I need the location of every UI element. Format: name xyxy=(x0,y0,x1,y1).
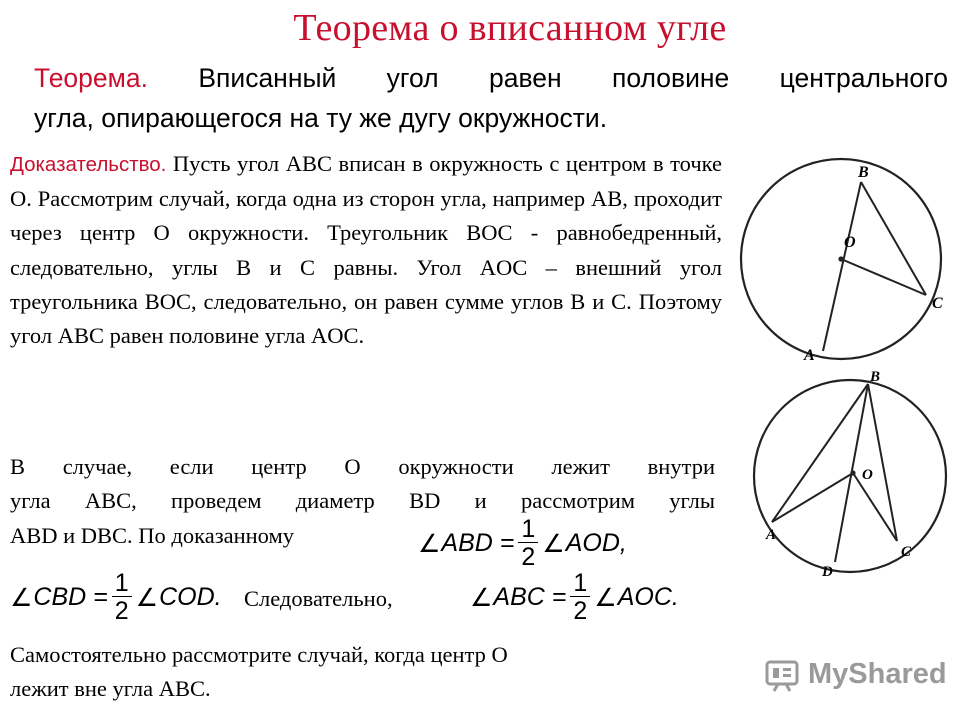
proof-body: Пусть угол ABC вписан в окружность с центром в точке O. Рассмотрим случай, когда одна из сторон угла, например AB, проходит через центр O окружности. Треугольник BOC - равнобедренный, следовательно, углы B и C равны. Угол AOC – внешний угол треугольника BOC, следовательно, он равен сумме углов B и C. Поэтому угол ABC равен половине угла AOC. xyxy=(10,151,722,349)
figure-inscribed-angle-center-inside xyxy=(750,366,960,581)
chord-bc xyxy=(861,182,926,295)
angle-symbol: ∠ xyxy=(542,529,565,558)
label-c: C xyxy=(932,295,943,312)
myshared-logo-icon xyxy=(764,656,804,692)
fraction-half xyxy=(570,570,590,625)
angle-symbol: ∠ xyxy=(135,583,159,612)
label-b: B xyxy=(870,369,881,385)
theorem-text-line1: Вписанный угол равен половине центрального xyxy=(147,63,948,93)
watermark-text: MyShared xyxy=(808,658,947,690)
fraction-half xyxy=(518,516,538,571)
case-two-line3: ABD и DBC. По доказанному xyxy=(10,523,294,548)
figure-inscribed-angle-diameter xyxy=(730,155,955,370)
theorem-statement xyxy=(10,58,948,138)
label-d: D xyxy=(822,564,833,580)
label-o: O xyxy=(844,234,856,251)
therefore-label: Следовательно, xyxy=(244,586,393,611)
label-a: A xyxy=(804,347,815,364)
fraction-numerator: 1 xyxy=(114,569,129,597)
case-two-line1: В случае, если центр O окружности лежит внутри xyxy=(10,454,715,479)
formula-abc-right: AOC. xyxy=(617,583,679,611)
angle-symbol: ∠ xyxy=(470,583,493,612)
fraction-denominator: 2 xyxy=(573,597,588,625)
segment-ao xyxy=(772,473,853,522)
exercise-line2: лежит вне угла ABC. xyxy=(10,676,211,701)
angle-symbol: ∠ xyxy=(594,583,617,612)
theorem-label: Теорема. xyxy=(34,63,148,93)
formula-abd-left: ABD = xyxy=(441,529,515,557)
proof-paragraph xyxy=(10,147,722,353)
formula-abd xyxy=(418,516,627,571)
formula-abc-left: ABC = xyxy=(493,583,567,611)
fraction-denominator: 2 xyxy=(114,597,129,625)
fraction-denominator: 2 xyxy=(521,543,536,571)
formula-cbd xyxy=(10,570,222,625)
chord-ab xyxy=(823,182,861,351)
label-o: O xyxy=(862,467,873,483)
fraction-half xyxy=(112,570,132,625)
page-title: Теорема о вписанном угле xyxy=(293,7,727,49)
label-c: C xyxy=(901,544,912,560)
segment-oc xyxy=(841,259,926,295)
label-a: A xyxy=(766,527,777,543)
fraction-numerator: 1 xyxy=(573,569,588,597)
angle-symbol: ∠ xyxy=(418,529,441,558)
theorem-text-line2: угла, опирающегося на ту же дугу окружности. xyxy=(34,103,608,133)
exercise-line1: Самостоятельно рассмотрите случай, когда центр O xyxy=(10,642,508,667)
fraction-numerator: 1 xyxy=(521,515,536,543)
angle-symbol: ∠ xyxy=(10,583,33,612)
label-b: B xyxy=(858,164,869,181)
formula-abd-right: AOD, xyxy=(565,529,627,557)
formula-abc xyxy=(470,570,679,625)
case-two-line2: угла ABC, проведем диаметр BD и рассмотрим углы xyxy=(10,488,715,513)
center-point xyxy=(838,256,843,261)
proof-label: Доказательство. xyxy=(10,153,167,176)
center-point xyxy=(850,470,855,475)
formula-cbd-right: COD. xyxy=(159,583,222,611)
formula-cbd-left: CBD = xyxy=(33,583,108,611)
